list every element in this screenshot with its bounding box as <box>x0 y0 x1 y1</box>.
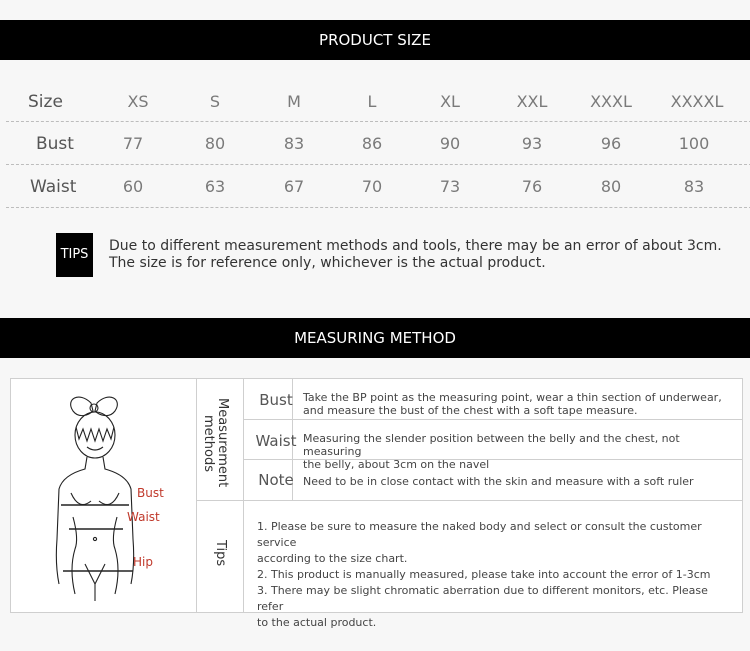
tips-list-line: 3. There may be slight chromatic aberration due to different monitors, etc. Please refer <box>257 584 708 613</box>
body-figure-illustration <box>39 389 189 604</box>
waist-cell: 70 <box>361 177 383 196</box>
size-header-row <box>28 81 740 123</box>
method-desc-note: Need to be in close contact with the skin and measure with a soft ruler <box>303 475 694 488</box>
tips-list-line: 1. Please be sure to measure the naked body and select or consult the customer service <box>257 520 702 549</box>
waist-cell: 76 <box>521 177 543 196</box>
measuring-method-heading: MEASURING METHOD <box>294 329 456 347</box>
tips-list-line: to the actual product. <box>257 616 377 629</box>
bust-cell: 83 <box>283 134 305 153</box>
figure-label-hip: Hip <box>133 555 153 569</box>
method-desc-waist: Measuring the slender position between the belly and the chest, not measuring the belly, about 3cm on the navel <box>303 432 680 471</box>
waist-cell: 63 <box>204 177 226 196</box>
measurement-methods-title: Measurement methods <box>201 398 230 488</box>
panel-divider <box>243 419 742 420</box>
tips-list-line: 2. This product is manually measured, please take into account the error of 1-3cm <box>257 568 711 581</box>
tips-list <box>257 519 735 631</box>
waist-row-label: Waist <box>30 177 77 197</box>
bust-cell: 100 <box>678 134 710 153</box>
size-cell: XXXXL <box>670 92 724 111</box>
method-label-bust: Bust <box>259 391 293 409</box>
tips-badge: TIPS <box>56 233 93 277</box>
size-cell: M <box>287 92 301 111</box>
product-size-banner <box>0 20 750 60</box>
size-cell: XS <box>127 92 149 111</box>
method-label-waist: Waist <box>255 432 297 450</box>
bust-cell: 96 <box>600 134 622 153</box>
tips-text <box>109 238 722 272</box>
product-size-heading: PRODUCT SIZE <box>319 31 431 49</box>
tips-vertical-title: Tips <box>213 539 228 567</box>
tips-list-line: according to the size chart. <box>257 552 408 565</box>
waist-cell: 83 <box>683 177 705 196</box>
size-cell: L <box>367 92 377 111</box>
waist-cell: 73 <box>439 177 461 196</box>
table-divider <box>6 121 750 122</box>
table-divider <box>6 164 750 165</box>
figure-label-waist: Waist <box>127 510 160 524</box>
bust-row-label: Bust <box>36 134 74 154</box>
panel-divider <box>196 500 742 501</box>
size-cell: XXL <box>516 92 548 111</box>
measuring-method-banner <box>0 318 750 358</box>
size-cell: S <box>209 92 221 111</box>
size-cell: XL <box>440 92 460 111</box>
waist-cell: 80 <box>600 177 622 196</box>
tips-line: Due to different measurement methods and tools, there may be an error of about 3cm. <box>109 238 722 254</box>
bust-cell: 80 <box>204 134 226 153</box>
figure-label-bust: Bust <box>137 486 164 500</box>
waist-row <box>28 166 740 208</box>
method-label-note: Note <box>258 471 294 489</box>
bust-cell: 93 <box>521 134 543 153</box>
method-desc-bust: Take the BP point as the measuring point, wear a thin section of underwear, and measure the bust of the chest with a soft tape measure. <box>303 391 722 417</box>
bust-cell: 86 <box>361 134 383 153</box>
table-divider <box>6 207 750 208</box>
waist-cell: 60 <box>122 177 144 196</box>
bust-cell: 77 <box>122 134 144 153</box>
bust-cell: 90 <box>439 134 461 153</box>
tips-line: The size is for reference only, whichever is the actual product. <box>109 255 546 271</box>
panel-divider <box>196 379 197 612</box>
panel-divider <box>243 379 244 612</box>
bust-row <box>28 123 740 165</box>
waist-cell: 67 <box>283 177 305 196</box>
measuring-method-panel <box>10 378 743 629</box>
size-row-label: Size <box>28 92 63 112</box>
size-cell: XXXL <box>590 92 632 111</box>
